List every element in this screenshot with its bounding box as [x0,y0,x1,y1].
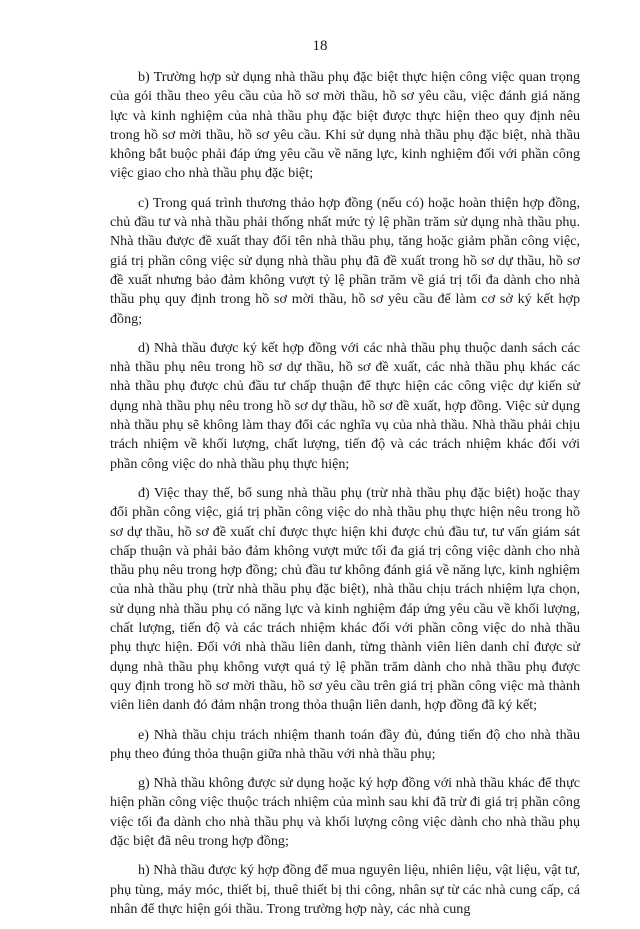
paragraph-h: h) Nhà thầu được ký hợp đồng để mua nguyên liệu, nhiên liệu, vật liệu, vật tư, phụ tùng, máy móc, thiết bị, thuê thiết bị thi công, nhân sự từ các nhà cung cấp, cá nhân để thực hiện gói thầu. Trong trường hợp này, các nhà cung [110,862,580,917]
paragraph-e: e) Nhà thầu chịu trách nhiệm thanh toán đầy đủ, đúng tiến độ cho nhà thầu phụ theo đúng thỏa thuận giữa nhà thầu với nhà thầu phụ; [110,726,580,762]
document-body [110,68,580,929]
paragraph-c: c) Trong quá trình thương thảo hợp đồng (nếu có) hoặc hoàn thiện hợp đồng, chủ đầu tư và nhà thầu phải thống nhất mức tỷ lệ phần trăm sử dụng nhà thầu phụ. Nhà thầu được đề xuất thay đổi tên nhà thầu phụ, tăng hoặc giảm phần công việc, giá trị phần công việc sử dụng nhà thầu phụ đã đề xuất trong hồ sơ dự thầu, hồ sơ đề xuất nhưng bảo đảm không vượt tỷ lệ phần trăm về giá trị tối đa dành cho nhà thầu phụ quy định trong hồ sơ mời thầu, hồ sơ yêu cầu để làm cơ sở ký kết hợp đồng; [110,194,580,327]
paragraph-b: b) Trường hợp sử dụng nhà thầu phụ đặc biệt thực hiện công việc quan trọng của gói thầu theo yêu cầu của hồ sơ mời thầu, hồ sơ yêu cầu, việc đánh giá năng lực và kinh nghiệm của nhà thầu phụ đặc biệt được thực hiện theo quy định nêu trong hồ sơ mời thầu, hồ sơ yêu cầu. Khi sử dụng nhà thầu phụ đặc biệt, nhà thầu không bắt buộc phải đáp ứng yêu cầu về năng lực, kinh nghiệm đối với phần công việc giao cho nhà thầu phụ đặc biệt; [110,69,580,182]
paragraph-dd: đ) Việc thay thế, bổ sung nhà thầu phụ (trừ nhà thầu phụ đặc biệt) hoặc thay đổi phần công việc, giá trị phần công việc do nhà thầu phụ thực hiện nêu trong hồ sơ dự thầu, hồ sơ đề xuất chỉ được thực hiện khi được chủ đầu tư, tư vấn giám sát chấp thuận và phải bảo đảm không vượt mức tối đa giá trị công việc dành cho nhà thầu phụ nêu trong hợp đồng; chủ đầu tư không đánh giá về năng lực, kinh nghiệm của nhà thầu phụ (trừ nhà thầu phụ đặc biệt), nhà thầu chịu trách nhiệm lựa chọn, sử dụng nhà thầu phụ có năng lực và kinh nghiệm đáp ứng yêu cầu về khối lượng, chất lượng, tiến độ và các trách nhiệm khác đối với phần công việc do nhà thầu phụ thực hiện. Đối với nhà thầu liên danh, từng thành viên liên danh chỉ được sử dụng nhà thầu phụ không vượt quá tỷ lệ phần trăm dành cho nhà thầu phụ được quy định trong hồ sơ mời thầu, hồ sơ yêu cầu trên giá trị phần công việc mà thành viên liên danh đó đảm nhận trong thỏa thuận liên danh, hợp đồng đã ký kết; [110,484,580,714]
paragraph-g: g) Nhà thầu không được sử dụng hoặc ký hợp đồng với nhà thầu khác để thực hiện phần công việc thuộc trách nhiệm của mình sau khi đã trừ đi giá trị phần công việc tối đa dành cho nhà thầu phụ và khối lượng công việc dành cho nhà thầu phụ đặc biệt đã nêu trong hợp đồng; [110,775,580,849]
paragraph-d: d) Nhà thầu được ký kết hợp đồng với các nhà thầu phụ thuộc danh sách các nhà thầu phụ nêu trong hồ sơ dự thầu, hồ sơ đề xuất, các nhà thầu phụ khác các nhà thầu phụ được chủ đầu tư chấp thuận để thực hiện các công việc dự kiến sử dụng nhà thầu phụ nêu trong hồ sơ dự thầu, hồ sơ đề xuất, hợp đồng. Việc sử dụng nhà thầu phụ sẽ không làm thay đổi các nghĩa vụ của nhà thầu. Nhà thầu phải chịu trách nhiệm về khối lượng, chất lượng, tiến độ và các trách nhiệm khác đối với phần công việc do nhà thầu phụ thực hiện; [110,339,580,472]
page-number: 18 [312,38,328,54]
